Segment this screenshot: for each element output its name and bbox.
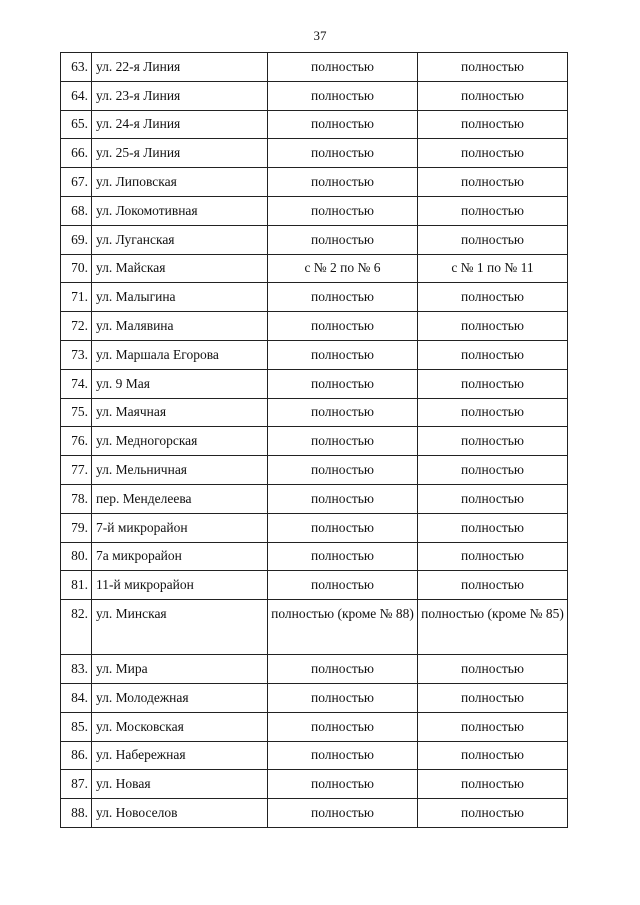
odd-side-cell: с № 1 по № 11 [418, 254, 568, 283]
street-name-cell: ул. 9 Мая [92, 369, 268, 398]
table-row [61, 196, 568, 225]
street-name-cell: ул. 24-я Линия [92, 110, 268, 139]
row-number-cell: 75. [61, 398, 92, 427]
row-number-cell: 73. [61, 340, 92, 369]
street-name-cell: ул. Луганская [92, 225, 268, 254]
street-name-cell: ул. Липовская [92, 168, 268, 197]
row-number-cell: 77. [61, 456, 92, 485]
street-name-cell: ул. Маячная [92, 398, 268, 427]
table-row [61, 513, 568, 542]
row-number-cell: 76. [61, 427, 92, 456]
even-side-cell: полностью [268, 139, 418, 168]
table-row [61, 427, 568, 456]
odd-side-cell: полностью [418, 139, 568, 168]
street-name-cell: пер. Менделеева [92, 484, 268, 513]
street-name-cell: ул. Московская [92, 712, 268, 741]
street-name-cell: ул. Малявина [92, 312, 268, 341]
row-number-cell: 63. [61, 53, 92, 82]
even-side-cell: полностью [268, 81, 418, 110]
even-side-cell: полностью [268, 398, 418, 427]
odd-side-cell: полностью [418, 770, 568, 799]
odd-side-cell: полностью [418, 196, 568, 225]
table-row [61, 600, 568, 655]
row-number-cell: 78. [61, 484, 92, 513]
row-number-cell: 86. [61, 741, 92, 770]
odd-side-cell: полностью [418, 168, 568, 197]
row-number-cell: 68. [61, 196, 92, 225]
even-side-cell: полностью [268, 110, 418, 139]
table-row [61, 139, 568, 168]
odd-side-cell: полностью [418, 369, 568, 398]
table-row [61, 741, 568, 770]
even-side-cell: полностью [268, 369, 418, 398]
row-number-cell: 70. [61, 254, 92, 283]
street-name-cell: 7а микрорайон [92, 542, 268, 571]
street-name-cell: ул. Медногорская [92, 427, 268, 456]
odd-side-cell: полностью [418, 513, 568, 542]
odd-side-cell: полностью [418, 340, 568, 369]
row-number-cell: 69. [61, 225, 92, 254]
row-number-cell: 85. [61, 712, 92, 741]
row-number-cell: 64. [61, 81, 92, 110]
row-number-cell: 83. [61, 655, 92, 684]
table-row [61, 369, 568, 398]
street-name-cell: ул. Локомотивная [92, 196, 268, 225]
odd-side-cell: полностью [418, 683, 568, 712]
even-side-cell: полностью [268, 484, 418, 513]
even-side-cell: полностью [268, 712, 418, 741]
street-name-cell: ул. Малыгина [92, 283, 268, 312]
street-name-cell: 11-й микрорайон [92, 571, 268, 600]
odd-side-cell: полностью [418, 741, 568, 770]
even-side-cell: полностью [268, 513, 418, 542]
table-row [61, 81, 568, 110]
table-row [61, 225, 568, 254]
street-name-cell: 7-й микрорайон [92, 513, 268, 542]
even-side-cell: полностью [268, 283, 418, 312]
table-row [61, 683, 568, 712]
even-side-cell: полностью [268, 683, 418, 712]
street-name-cell: ул. Молодежная [92, 683, 268, 712]
even-side-cell: полностью [268, 196, 418, 225]
row-number-cell: 88. [61, 799, 92, 828]
even-side-cell: полностью [268, 741, 418, 770]
odd-side-cell: полностью [418, 484, 568, 513]
odd-side-cell: полностью [418, 110, 568, 139]
table-row [61, 398, 568, 427]
even-side-cell: полностью [268, 340, 418, 369]
row-number-cell: 87. [61, 770, 92, 799]
table-row [61, 456, 568, 485]
street-name-cell: ул. Набережная [92, 741, 268, 770]
row-number-cell: 81. [61, 571, 92, 600]
street-name-cell: ул. Майская [92, 254, 268, 283]
table-row [61, 484, 568, 513]
row-number-cell: 72. [61, 312, 92, 341]
even-side-cell: с № 2 по № 6 [268, 254, 418, 283]
even-side-cell: полностью [268, 312, 418, 341]
even-side-cell: полностью [268, 168, 418, 197]
odd-side-cell: полностью [418, 398, 568, 427]
odd-side-cell: полностью [418, 427, 568, 456]
street-name-cell: ул. 23-я Линия [92, 81, 268, 110]
row-number-cell: 66. [61, 139, 92, 168]
odd-side-cell: полностью [418, 542, 568, 571]
table-row [61, 283, 568, 312]
row-number-cell: 80. [61, 542, 92, 571]
table-row [61, 168, 568, 197]
table-row [61, 770, 568, 799]
odd-side-cell: полностью [418, 655, 568, 684]
street-name-cell: ул. Новоселов [92, 799, 268, 828]
street-name-cell: ул. Мира [92, 655, 268, 684]
table-row [61, 53, 568, 82]
odd-side-cell: полностью [418, 81, 568, 110]
odd-side-cell: полностью [418, 283, 568, 312]
odd-side-cell: полностью [418, 571, 568, 600]
row-number-cell: 67. [61, 168, 92, 197]
odd-side-cell: полностью [418, 456, 568, 485]
table-row [61, 799, 568, 828]
table-row [61, 571, 568, 600]
street-name-cell: ул. Маршала Егорова [92, 340, 268, 369]
odd-side-cell: полностью [418, 712, 568, 741]
even-side-cell: полностью [268, 456, 418, 485]
even-side-cell: полностью [268, 53, 418, 82]
street-name-cell: ул. 22-я Линия [92, 53, 268, 82]
even-side-cell: полностью [268, 225, 418, 254]
odd-side-cell: полностью (кроме № 85) [418, 600, 568, 655]
table-row [61, 340, 568, 369]
row-number-cell: 82. [61, 600, 92, 655]
row-number-cell: 74. [61, 369, 92, 398]
street-name-cell: ул. Мельничная [92, 456, 268, 485]
odd-side-cell: полностью [418, 53, 568, 82]
table-row [61, 110, 568, 139]
table-row [61, 312, 568, 341]
row-number-cell: 71. [61, 283, 92, 312]
row-number-cell: 79. [61, 513, 92, 542]
streets-table [60, 52, 568, 828]
street-name-cell: ул. 25-я Линия [92, 139, 268, 168]
table-row [61, 655, 568, 684]
odd-side-cell: полностью [418, 312, 568, 341]
table-row [61, 542, 568, 571]
even-side-cell: полностью [268, 655, 418, 684]
even-side-cell: полностью (кроме № 88) [268, 600, 418, 655]
even-side-cell: полностью [268, 770, 418, 799]
even-side-cell: полностью [268, 542, 418, 571]
even-side-cell: полностью [268, 427, 418, 456]
street-name-cell: ул. Минская [92, 600, 268, 655]
streets-table-body [61, 53, 568, 828]
odd-side-cell: полностью [418, 799, 568, 828]
even-side-cell: полностью [268, 571, 418, 600]
table-row [61, 254, 568, 283]
page-number: 37 [313, 28, 327, 43]
table-row [61, 712, 568, 741]
even-side-cell: полностью [268, 799, 418, 828]
row-number-cell: 84. [61, 683, 92, 712]
street-name-cell: ул. Новая [92, 770, 268, 799]
row-number-cell: 65. [61, 110, 92, 139]
odd-side-cell: полностью [418, 225, 568, 254]
